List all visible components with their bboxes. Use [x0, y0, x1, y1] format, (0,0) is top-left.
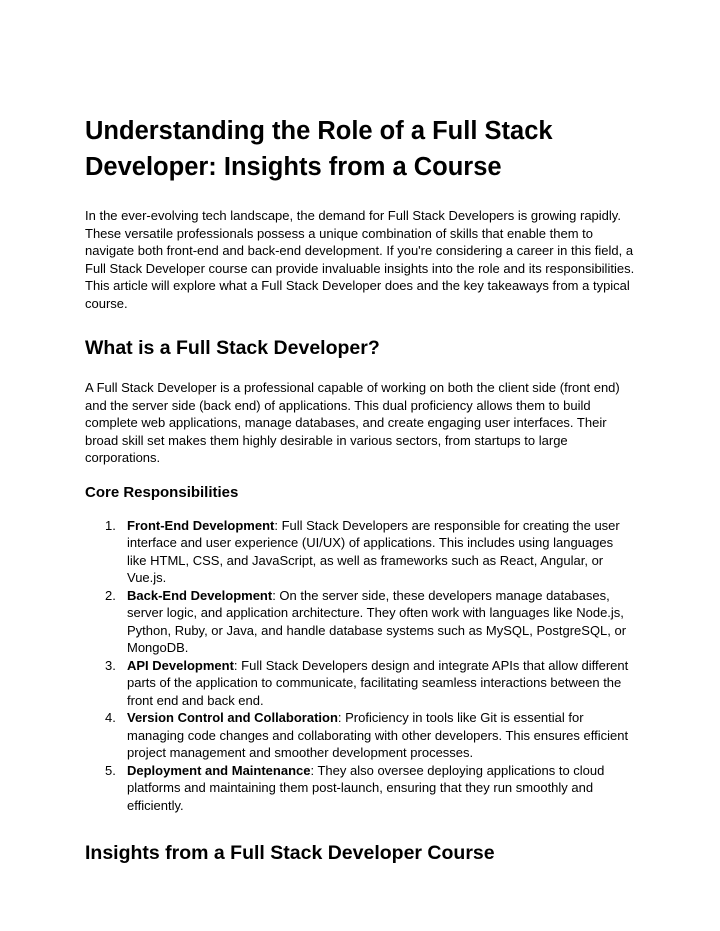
list-item-number: 1.	[105, 517, 116, 533]
list-item-term: API Development	[127, 657, 234, 673]
list-item-term: Version Control and Collaboration	[127, 710, 338, 725]
list-item	[85, 517, 636, 587]
list-item-text: : Proficiency in tools like Git is essential for managing code changes and collaborating with other developers. This ensures efficient project management and smoother development processes.	[127, 710, 629, 760]
section-heading-insights: Insights from a Full Stack Developer Course	[85, 842, 495, 864]
list-item-number: 2.	[105, 587, 116, 603]
list-item-number: 3.	[105, 657, 116, 673]
list-item-term: Front-End Development	[127, 517, 275, 533]
list-item-number: 4.	[105, 710, 116, 725]
responsibilities-list	[85, 517, 636, 815]
document-title: Understanding the Role of a Full Stack Developer: Insights from a Course	[85, 117, 553, 181]
list-item-number: 5.	[105, 762, 116, 778]
list-item	[85, 657, 636, 710]
list-item-text: : Full Stack Developers are responsible for creating the user interface and user experience (UI/UX) of applications. This includes using languages like HTML, CSS, and JavaScript, as well as frameworks such as React, Angular, or Vue.js.	[127, 517, 620, 585]
section-heading-what-is: What is a Full Stack Developer?	[85, 337, 380, 359]
list-item	[85, 762, 636, 815]
list-item-text: : They also oversee deploying applications to cloud platforms and maintaining them post-launch, ensuring that they run smoothly and efficiently.	[127, 762, 605, 813]
list-item	[85, 709, 636, 762]
section-paragraph-what-is: A Full Stack Developer is a professional capable of working on both the client side (front end) and the server side (back end) of applications. This dual proficiency allows them to build complete web applications, manage databases, and create engaging user interfaces. Their broad skill set makes them highly desirable in various sectors, from startups to large corporations.	[85, 380, 620, 465]
subheading-core-responsibilities: Core Responsibilities	[85, 483, 239, 501]
list-item-term: Back-End Development	[127, 587, 273, 603]
list-item-text: : Full Stack Developers design and integrate APIs that allow different parts of the application to communicate, facilitating seamless interactions between the front end and back end.	[127, 657, 629, 708]
list-item-text: : On the server side, these developers manage databases, server logic, and application architecture. They often work with languages like Node.js, Python, Ruby, or Java, and handle database systems such as MySQL, PostgreSQL, or MongoDB.	[127, 587, 627, 655]
list-item	[85, 587, 636, 657]
intro-paragraph: In the ever-evolving tech landscape, the demand for Full Stack Developers is growing rapidly. These versatile professionals possess a unique combination of skills that enable them to navigate both front-end and back-end development. If you're considering a career in this field, a Full Stack Developer course can provide invaluable insights into the role and its responsibilities. This article will explore what a Full Stack Developer does and the key takeaways from a typical course.	[85, 208, 635, 311]
list-item-term: Deployment and Maintenance	[127, 762, 311, 778]
